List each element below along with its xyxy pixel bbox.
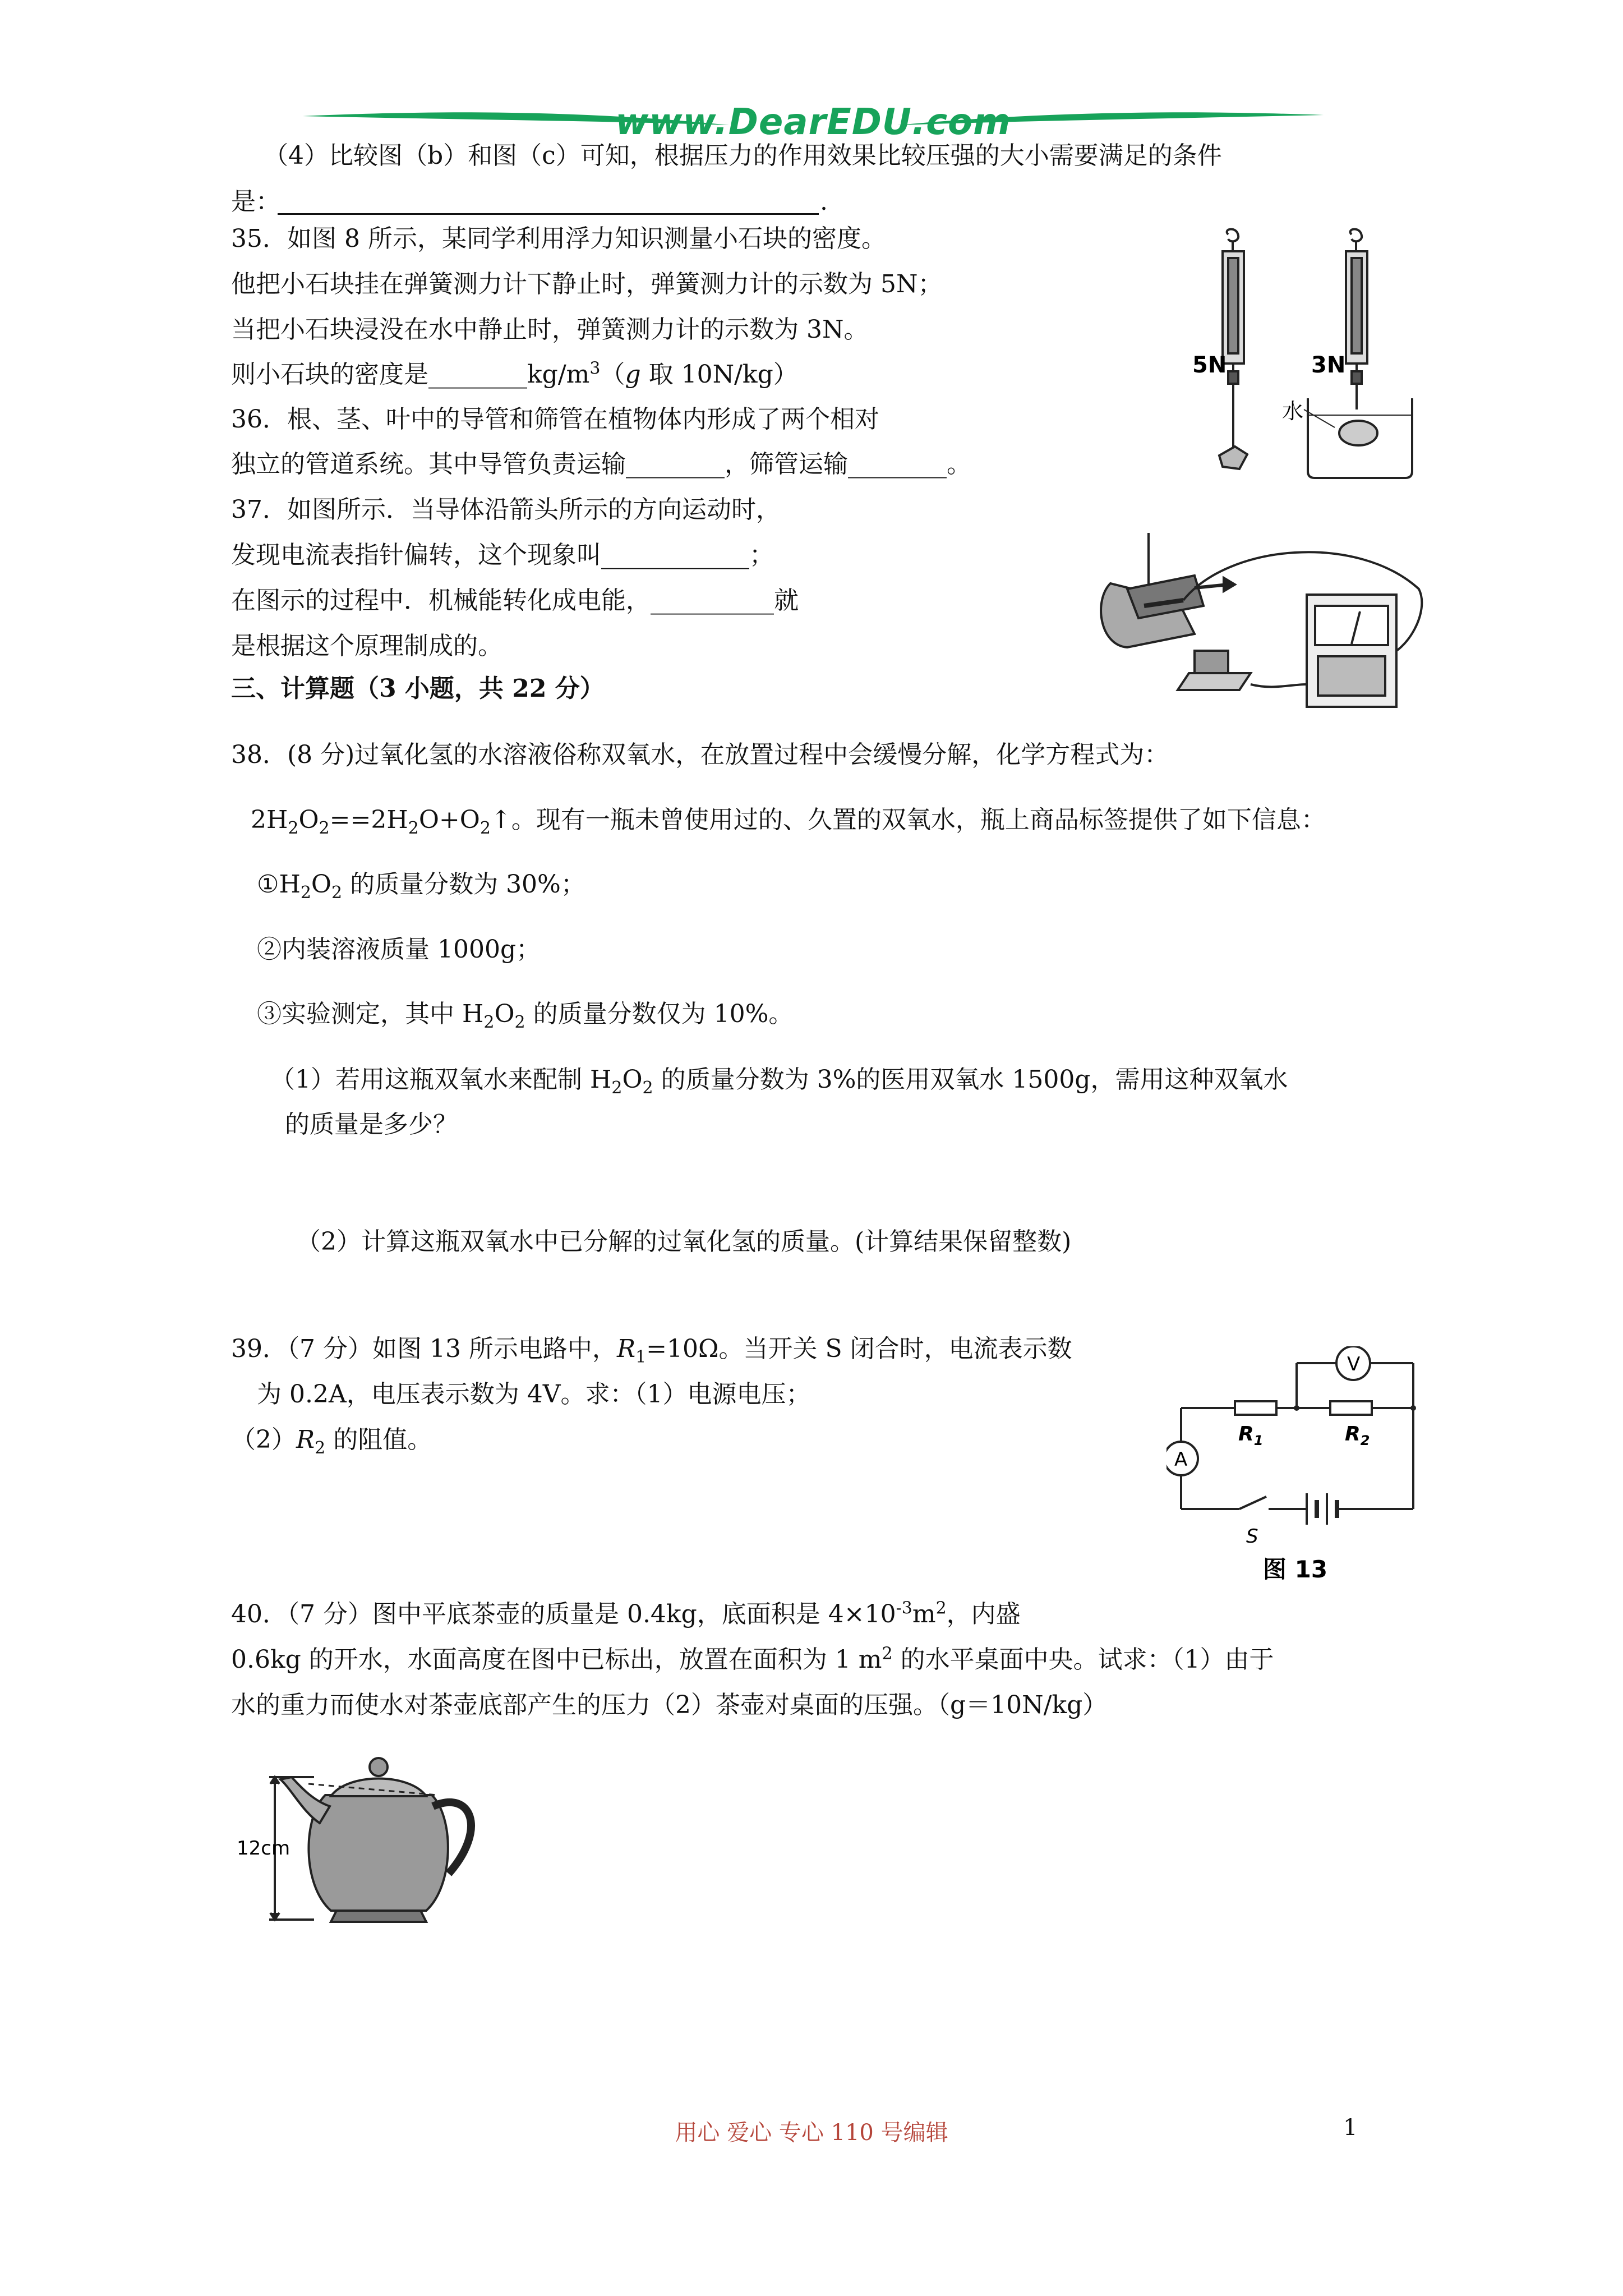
q38-sub1: （1）若用这瓶双氧水来配制 $H_2O_2$ 的质量分数为 3%的医用双氧水 1500g，需用这种双氧水 [270,1065,1288,1098]
q38-info2: ②内装溶液质量 1000g； [257,935,541,964]
q39-ammeter-label: A [1174,1448,1188,1471]
q34-answer-prefix: 是： [231,187,280,216]
q34-answer-suffix: . [820,187,828,216]
q38-info1: $①H_2O_2$ 的质量分数为 30%； [257,870,585,903]
q35-line4: 则小石块的密度是$\_\_\_\_\_\_\_\_kg/m^3(g$ 取 10N/kg） [231,358,798,389]
q38-equation: $2H_2O_2==2H_2O+O_2↑$。现有一瓶未曾使用过的、久置的双氧水，瓶上商品标签提供了如下信息： [251,806,1326,838]
q40-line1: 40．（7 分）图中平底茶壶的质量是 0.4kg，底面积是 $4\times 10^{-3}m^2$，内盛 [231,1598,1021,1628]
q34-part4: （4）比较图（b）和图（c）可知，根据压力的作用效果比较压强的大小需要满足的条件 [264,141,1222,170]
q38-info3: ③实验测定，其中 $H_2O_2$ 的质量分数仅为 10%。 [257,1000,794,1032]
q35-label-5n: 5N [1192,352,1227,378]
q39-r1-label: $R_1$ [1238,1423,1264,1448]
q37-line4: 是根据这个原理制成的。 [231,632,502,660]
q39-voltmeter-label: V [1347,1353,1361,1375]
q35-label-water: 水 [1282,399,1304,424]
q40-line3: 水的重力而使水对茶壶底部产生的压力（2）茶壶对桌面的压强。（g＝10N/kg） [231,1691,1108,1719]
q39-circuit-diagram [1166,1346,1424,1582]
q38-line1: 38．(8 分)过氧化氢的水溶液俗称双氧水，在放置过程中会缓慢分解，化学方程式为： [231,740,1169,769]
q35-line2: 他把小石块挂在弹簧测力计下静止时，弹簧测力计的示数为 5N； [231,270,943,298]
q38-sub2: （2）计算这瓶双氧水中已分解的过氧化氢的质量。(计算结果保留整数) [296,1227,1072,1256]
q35-line1: 35．如图 8 所示，某同学利用浮力知识测量小石块的密度。 [231,224,886,253]
q36-line1: 36．根、茎、叶中的导管和筛管在植物体内形成了两个相对 [231,405,879,434]
footer-text: 用心 爱心 专心 110 号编辑 [675,2120,948,2146]
q37-line2: 发现电流表指针偏转，这个现象叫____________； [231,541,774,569]
q38-sub1-line2: 的质量是多少？ [285,1110,458,1139]
q39-line1: 39．（7 分）如图 13 所示电路中，$R_1=10\Omega$。当开关 S 闭合时，电流表示数 [231,1335,1072,1367]
q36-line2: 独立的管道系统。其中导管负责运输________，筛管运输________。 [231,450,971,478]
q40-teapot-figure [236,1745,494,1930]
q37-line1: 37．如图所示．当导体沿箭头所示的方向运动时， [231,495,781,524]
site-logo-text[interactable]: www.DearEDU.com [615,102,1011,143]
q39-line2: 为 0.2A，电压表示数为 4V。求：（1）电源电压； [257,1380,811,1409]
q37-induction-figure [1094,522,1430,712]
q35-label-3n: 3N [1311,352,1346,378]
q34-answer-blank [278,213,819,215]
q37-line3: 在图示的过程中．机械能转化成电能，__________就 [231,586,799,615]
q40-height-label: 12cm [237,1837,291,1860]
q35-line3: 当把小石块浸没在水中静止时，弹簧测力计的示数为 3N。 [231,315,869,344]
q40-line2: 0.6kg 的开水，水面高度在图中已标出，放置在面积为 1 $m^2$ 的水平桌面中央。试求：（1）由于 [231,1644,1274,1674]
q39-switch-label: S [1246,1525,1258,1548]
q39-figure-caption: 图 13 [1263,1556,1328,1582]
q39-r2-label: $R_2$ [1345,1423,1370,1448]
header-banner [303,98,1324,143]
page-number: 1 [1343,2115,1358,2141]
q35-spring-scale-figure [1183,224,1447,488]
section3-title: 三、计算题（3 小题，共 22 分） [231,674,605,703]
q39-line3: $(2)R_2$ 的阻值。 [231,1425,432,1458]
